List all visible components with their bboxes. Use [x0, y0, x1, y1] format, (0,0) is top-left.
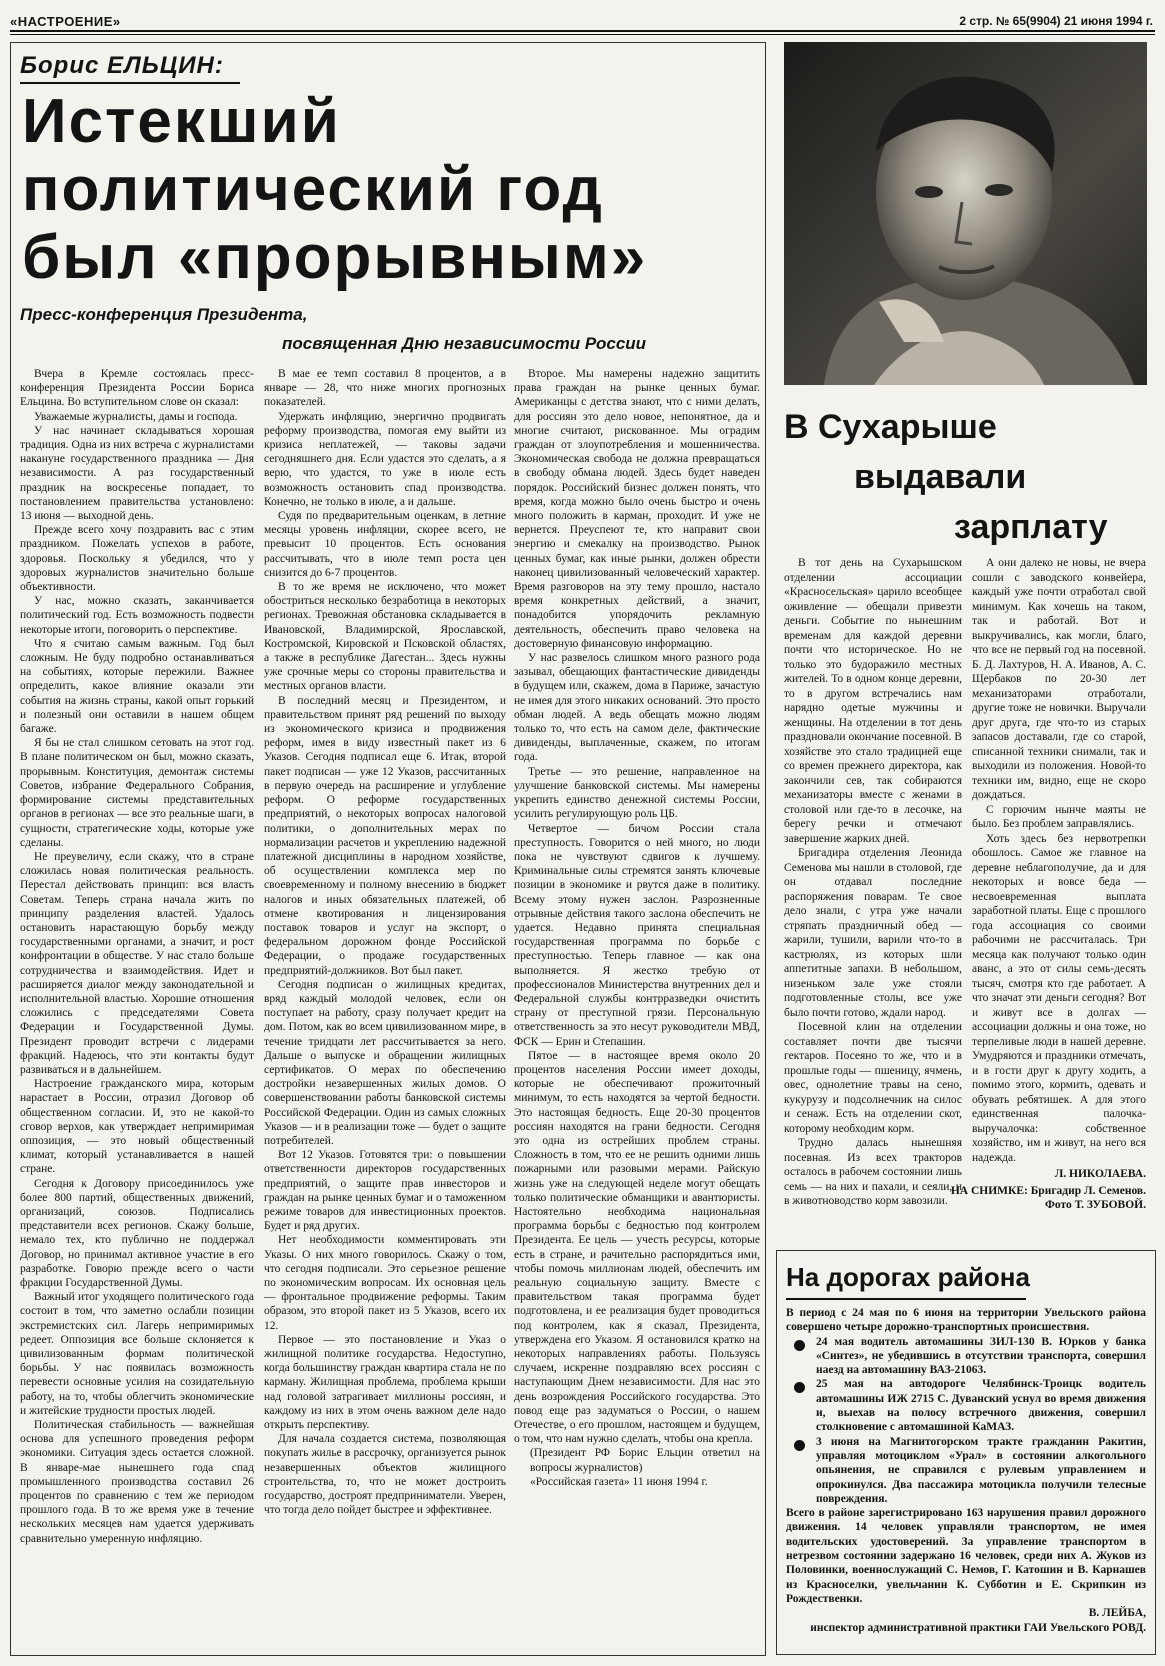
paragraph: Бригадира отделения Леонида Семенова мы нашли в столовой, где он отдавал последние распоряжения поварам. Те свое дело знали, с утра уже начали стряпать праздничный обед — жарили, тушили, варили что-то в кастрюлях, из которых шли аппетитные запахи. В небольшом, низеньком зале уже стояли подготовленные столы, все уже было почти готово, ждали народ. — [784, 847, 962, 1019]
headline-line-3: был «прорывным» — [22, 223, 648, 292]
bullet-icon — [794, 1340, 805, 1351]
roads-news-body — [786, 1306, 1146, 1635]
paragraph: А они далеко не новы, не вчера сошли с заводского конвейера, каждый уже почти отработал свой минимум. Как хочешь на таком, так и работай. Вот и выкручивались, как могли, благо, что все не первый год на посевной. Б. Д. Лахтуров, Н. А. Иванов, А. С. Щербаков по 20-30 лет механизаторами отработали, другие тоже не новички. Выручали друг друга, где что-то из старых запасов доставали, где со старой, списанной техники снимали, так и выходили из положения. Новой-то техники им, видно, еще не скоро дождаться. — [972, 557, 1146, 801]
paragraph: У нас развелось слишком много разного рода зазывал, обещающих фантастические дивиденды в будущем или, скажем, дома в Париже, зачастую не имея для этого никаких оснований. Это просто обман людей. А ведь обещать можно людям только то, что есть на самом деле, фактические дивиденды, выплаченные, скажем, по итогам года. — [514, 652, 760, 764]
issue-info: 2 стр. № 65(9904) 21 июня 1994 г. — [959, 14, 1153, 28]
side-title-line-3: зарплату — [954, 508, 1108, 546]
bullet-icon — [794, 1382, 805, 1393]
paragraph: Третье — это решение, направленное на улучшение банковской системы. Мы намерены укрепить единство денежной системы России, усилить регулирующую роль ЦБ. — [514, 765, 760, 821]
header-rule-thin — [10, 34, 1155, 35]
article-column-1 — [20, 367, 254, 1652]
newspaper-name: «НАСТРОЕНИЕ» — [10, 14, 121, 29]
paragraph: В тот день на Сухарышском отделении ассоциации «Красносельская» царило всеобщее оживление — обещали привезти деньги. Событие по нынешним временам для каждой деревни почти что историческое. Но не только это будоражило местных жителей. То в одном конце деревни, то в другом встречались нам нарядно одетые мужчины и женщины. На отделении в тот день праздновали окончание посевной. В хозяйстве это стало традицией еще со времен прежнего директора, как закончили сев, так собираются механизаторы вместе с женами в столовой или где-то в лесочке, на берегу речки и отмечают завершение жарких дней. — [784, 557, 962, 845]
roads-signature-role: инспектор административной практики ГАИ Увельского РОВД. — [810, 1621, 1146, 1634]
article-headline — [22, 88, 752, 292]
kicker-underline — [20, 82, 240, 84]
paragraph: У нас начинает складываться хорошая традиция. Одна из них встреча с журналистами накануне государственного праздника — Дня независимости. А раз государственный праздник на воскресенье попадает, то постановлением правительства установлено: 13 июня — выходной день. — [20, 424, 254, 523]
paragraph: Посевной клин на отделении составляет почти две тысячи гектаров. Посеяно то же, что и в прошлые годы — пшеницу, ячмень, овес, однолетние травы на сено, кукурузу и подсолнечник на силос и сенаж. Есть на отделении скот, которому необходим корм. — [784, 1021, 962, 1135]
paragraph: Политическая стабильность — важнейшая основа для успешного проведения реформ экономики. Ситуация здесь остается сложной. В январе-мае нынешнего года спад промышленного производства составил 26 процентов по сравнению с тем же периодом прошлого года. В то же время уже в течение нескольких месяцев нам удается удерживать сравнительно умеренную инфляцию. — [20, 1419, 254, 1545]
side-article-title — [784, 402, 1147, 552]
paragraph: В мае ее темп составил 8 процентов, а в январе — 28, что ниже многих прогнозных показателей. — [264, 368, 506, 409]
paragraph: Пятое — в настоящее время около 20 процентов населения России имеет доходы, которые не обеспечивают прожиточный минимум, то есть находятся за чертой бедности. Это настоящая бедность. Еще 20-30 процентов россиян находятся на грани бедности. Сегодня это одна из острейших проблем страны. Сложность в том, что ее не решить одними лишь пожарными или разовыми мерами. Райскую жизнь уже на следующей неделе могут обещать только политические обманщики и авантюристы. Настоятельно необходима национальная программа борьбы с бедностью под контролем Президента. Ее цель — учесть ресурсы, которые есть в стране, и рачительно распорядиться ими, чтобы помочь миллионам людей, обеспечить им реальную социальную защиту. Вместе с правительством такая программа будет подготовлена, и ее реализация будет проводиться под контролем, как я сказал, Президента, утверждена его Указом. Я остановился кратко на некоторых направлениях работы. Пользуясь случаем, искренне поздравляю всех россиян с наступающим Днем независимости. Для нас это день возрождения Российского государства. Это повод еще раз задуматься о России, о нашем Отечестве, о его прошлом, настоящем и будущем, о том, что нам нужно сделать, чтобы она крепла. — [514, 1049, 760, 1446]
paragraph: Сегодня к Договору присоединилось уже более 800 партий, общественных движений, организаций, союзов. Подписались представители всех регионов. Скажу больше, немало тех, кто публично не поддержал Договор, но принимал активное участие в его разработке. Говорю прежде всего о части фракции Государственной Думы. — [20, 1177, 254, 1289]
article-column-3 — [514, 367, 760, 1652]
article-subtitle-1: Пресс-конференция Президента, — [20, 305, 308, 324]
paragraph: Хоть здесь без нервотрепки обошлось. Самое же главное на деревне неблагополучие, да и для некоторых и вовсе беда — несвоевременная выплата заработной платы. Еще с прошлого года ассоциация со своими рабочими не рассчиталась. Три месяца как получают только один аванс, а это от силы семь-десять тысяч, смотря кто где работает. А что значат эти деньги сегодня? Вот и живут все в долгах — ассоциации должны и она тоже, но терпеливые люди в нашей деревне. Умудряются и праздники отмечать, и в гости друг к другу ходить, а помимо этого, кормить, одевать и обувать ребятишек. А для этого единственная палочка-выручалочка: собственное хозяйство, им и живут, на него вся надежда. — [972, 832, 1146, 1164]
roads-item-text: 3 июня на Магнитогорском тракте гражданин Ракитин, управляя мотоциклом «Урал» в состоянии алкогольного опьянения, не справился с рулевым управлением и опрокинулся. Два пассажира мотоцикла получили телесные повреждения. — [816, 1435, 1146, 1505]
paragraph: Трудно далась нынешняя посевная. Из всех тракторов осталось в рабочем состоянии лишь семь — на них и пахали, и сеяли, и в животноводство корм завозили. — [784, 1137, 962, 1207]
header-rule — [10, 30, 1155, 32]
paragraph: В то же время не исключено, что может обостриться несколько безработица в некоторых регионах. Тревожная обстановка складывается в Ивановской, Владимирской, Ярославской, Костромской, Кировской и Псковской областях, а также в республике Дагестан... Здесь нужны уже срочные меры со стороны правительства и местных органов власти. — [264, 581, 506, 693]
paragraph: Сегодня подписан о жилищных кредитах, вряд каждый молодой человек, если он поступает на работу, сразу получает кредит на дом. Потом, как во всем цивилизованном мире, в течение тридцати лет рассчитывается за него. Дальше о выпуске и обращении жилищных сертификатов. О мерах по обеспечению достройки незавершенных жилых домов. О совершенствовании работы банковской системы Российской Федерации. Один из самых сложных Указов — и в реализации тоже — будет о защите потребителей. — [264, 978, 506, 1147]
article-column-2 — [264, 367, 506, 1652]
article-source: «Российская газета» 11 июня 1994 г. — [530, 1475, 708, 1488]
paragraph: Я бы не стал слишком сетовать на этот год. В плане политическом он был, можно сказать, прорывным. Конституция, демонтаж системы Советов, избрание Федерального Собрания, формирование системы представительных органов в регионах — все это реальные шаги, в сущности, стратегические ходы, которые уже сделаны. — [20, 737, 254, 849]
side-article-column-2 — [972, 556, 1146, 1186]
paragraph: Не преувеличу, если скажу, что в стране сложилась новая политическая реальность. Перестал действовать принцип: вся власть Советам. Теперь страна начала жить по принципу разделения властей. Удалось остановить нарастающую борьбу между государственными органами, а значит, и рост конфронтации в обществе. У нас стало больше сотрудничества и взаимодействия. Идет и расширяется диалог между законодательной и исполнительной властью. Хорошие отношения сложились с председателями Совета Федерации и Государственной Думы. Президент проводит встречи с лидерами фракций. Надеюсь, что эти контакты будут развиваться и в дальнейшем. — [20, 850, 254, 1076]
caption-line: НА СНИМКЕ: Бригадир Л. Семенов. — [950, 1185, 1146, 1197]
paragraph: Прежде всего хочу поздравить вас с этим праздником. Пожелать успехов в работе, здоровья. Поскольку я убедился, что у здоровых журналистов значительно больше объективности. — [20, 524, 254, 594]
paragraph: Судя по предварительным оценкам, в летние месяцы уровень инфляции, скорее всего, не превысит 10 процентов. Есть основания рассчитывать, что в июле темп роста цен снизится до 6-7 процентов. — [264, 510, 506, 579]
article-subtitle-2: посвященная Дню независимости России — [282, 334, 647, 353]
paragraph: Вот 12 Указов. Готовятся три: о повышении ответственности директоров государственных предприятий, о защите прав инвесторов и граждан на рынке ценных бумаг и о таможенном режиме товаров для инвестиционных проектов. Будет и ряд других. — [264, 1149, 506, 1233]
paragraph: Удержать инфляцию, энергично продвигать реформу производства, помогая ему выйти из кризиса неплатежей, — таковы задачи сегодняшнего дня. Если удастся это сделать, а я верю, что удастся, то уже в июле есть возможность остановить спад производства. Конечно, не только в июле, а и дальше. — [264, 410, 506, 508]
side-article-author: Л. НИКОЛАЕВА. — [1054, 1168, 1146, 1180]
roads-title-underline — [786, 1298, 1026, 1300]
paragraph: Вчера в Кремле состоялась пресс-конференция Президента России Бориса Ельцина. Во вступительном слове он сказал: — [20, 368, 254, 409]
roads-item — [786, 1335, 1146, 1378]
paragraph: С горючим нынче маяты не было. Без проблем заправлялись. — [972, 803, 1146, 830]
portrait-photo — [784, 42, 1147, 385]
headline-line-2: политический год — [22, 155, 604, 224]
paragraph: Четвертое — бичом России стала преступность. Говорится о ней много, но люди пока не чувствуют сдвигов к лучшему. Криминальные силы стремятся занять ключевые позиции в экономике и рвутся даже в политику. Всему этому нужен заслон. Разрозненные отрывные действия такого заслона обеспечить не удается. Недавно принята специальная государственная программа по борьбе с преступностью. Теперь главное — как она выполняется. Я жестко требую от профессионалов Министерства внутренних дел и Федеральной службы контрразведки очистить страну от преступной грязи. Персональную ответственность за это несут руководители МВД, ФСК — Ерин и Степашин. — [514, 822, 760, 1048]
paragraph: Нет необходимости комментировать эти Указы. О них много говорилось. Скажу о том, что сегодня подписали. Это серьезное решение по экономическим вопросам. Их основная цель — фронтальное продвижение реформы. Таким образом, это второй пакет из 5 Указов, всего их 12. — [264, 1234, 506, 1332]
headline-line-1: Истекший — [22, 87, 341, 156]
photo-credit: Фото Т. ЗУБОВОЙ. — [1045, 1199, 1146, 1211]
roads-summary: Всего в районе зарегистрировано 163 нарушения правил дорожного движения. 14 человек управляли транспортом, не имея водительских удостоверений. За управление транспортом в нетрезвом состоянии задержано 16 человек, среди них А. Жуков из Половинки, военнослужащий С. Немов, Г. Катошин и В. Карнашев из Красноселки, увельчанин К. Субботин и Е. Скрипкин из Рождественки. — [786, 1507, 1146, 1605]
paragraph: Важный итог уходящего политического года состоит в том, что заметно ослабли позиции экстремистских сил. Лагерь непримиримых редеет. Оппозиция все больше склоняется к цивилизованным формам политической борьбы. У нас появилась возможность перевести основные усилия на созидательную работу, на то, чтобы облегчить экономические и житейские трудности простых людей. — [20, 1291, 254, 1417]
article-kicker: Борис ЕЛЬЦИН: — [20, 52, 224, 79]
roads-item — [786, 1435, 1146, 1506]
roads-title: На дорогах района — [786, 1262, 1030, 1292]
paragraph: Что я считаю самым важным. Год был сложным. Не буду подробно останавливаться на событиях, которые пережили. Важнее определить, какое влияние оказали эти события на жизнь страны, какой опыт горький и полезный они оставили в нашем общем багаже. — [20, 637, 254, 736]
paragraph: Первое — это постановление и Указ о жилищной политике государства. Недоступно, когда большинству граждан квартира стала не по карману. Жилищная проблема, проблема крыши над головой затрагивает миллионы россиян, и каждому из них в этом очень важном деле надо открыть перспективу. — [264, 1333, 506, 1432]
roads-signature-name: В. ЛЕЙБА, — [1088, 1607, 1146, 1620]
roads-item-text: 24 мая водитель автомашины ЗИЛ-130 В. Юрков у банка «Синтез», не убедившись в отсутствии транспорта, совершил наезд на автомашину ВАЗ-21063. — [816, 1335, 1146, 1377]
photo-caption — [784, 1184, 1146, 1212]
paragraph: Второе. Мы намерены надежно защитить права граждан на рынке ценных бумаг. Американцы с детства знают, что с ними делать, для россиян это дело новое, непонятное, да и многие считают, рискованное. Мы оградим граждан от злоупотребления и мошенничества. Экономическая свобода не должна превращаться в свободу обмана людей. Здесь будет наведен порядок. Российский бизнес должен понять, что время, когда можно было очень быстро и очень много положить в карман, проходит. И уже не вернется. Преуспеют те, кто направит свои энергию и смекалку на производство. Рынок ценных бумаг, как иные рынки, должен обрести наконец цивилизованный человеческий характер. Время разговоров на эту тему прошло, настало время конкретных действий, а значит, понадобится упорядочить рекламную деятельность, обеспечить право человека на достоверную финансовую информацию. — [514, 368, 760, 650]
side-title-line-2: выдавали — [854, 458, 1027, 496]
paragraph: Для начала создается система, позволяющая покупать жилье в рассрочку, организуется рынок незавершенных объектов жилищного строительства, то, что не может достроить государство, достроят предприниматели. Уверен, что тогда дело пойдет быстрее и эффективнее. — [264, 1433, 506, 1517]
side-article-column-1 — [784, 556, 962, 1207]
roads-item — [786, 1377, 1146, 1434]
roads-intro: В период с 24 мая по 6 июня на территории Увельского района совершено четыре дорожно-транспортных происшествия. — [786, 1307, 1146, 1334]
paragraph: У нас, можно сказать, заканчивается политический год. Есть возможность подвести некоторые итоги, поговорить о перспективе. — [20, 595, 254, 636]
paragraph: Уважаемые журналисты, дамы и господа. — [34, 410, 238, 423]
bullet-icon — [794, 1440, 805, 1451]
roads-item-text: 25 мая на автодороге Челябинск-Троицк водитель автомашины ИЖ 2715 С. Дуванский уснул во время движения и, выехав на полосу встречного движения, совершил столкновение с автомашиной КаМАЗ. — [816, 1378, 1146, 1434]
side-title-line-1: В Сухарыше — [784, 408, 997, 446]
article-source-note: (Президент РФ Борис Ельцин ответил на вопросы журналистов) — [530, 1447, 760, 1474]
paragraph: В последний месяц и Президентом, и правительством принят ряд решений по выходу из экономического кризиса и продвижения реформ, имея в виду известный пакет из 6 Указов. Сегодня подписал еще 6. Итак, второй пакет подписан — уже 12 Указов, рассчитанных в первую очередь на расширение и углубление реформ. О реформе государственных предприятий, о некоторых вопросах налоговой политики, о дополнительных мерах по нормализации расчетов и укреплению надежной платежной дисциплины в народном хозяйстве, об осуществлении комплекса мер по своевременному и полному внесению в бюджет налогов и иных обязательных платежей, об отмене квотирования и лицензирования поставок товаров и услуг на экспорт, о федеральном дорожном фонде Российской Федерации, о продаже государственных предприятий-должников. Вот был пакет. — [264, 694, 506, 977]
paragraph: Настроение гражданского мира, которым нарастает в России, отразил Договор об общественном согласии. И, это не какой-то сговор верхов, как утверждает непримиримая оппозиция, — это новый общественный климат, который устанавливается в нашей стране. — [20, 1078, 254, 1176]
